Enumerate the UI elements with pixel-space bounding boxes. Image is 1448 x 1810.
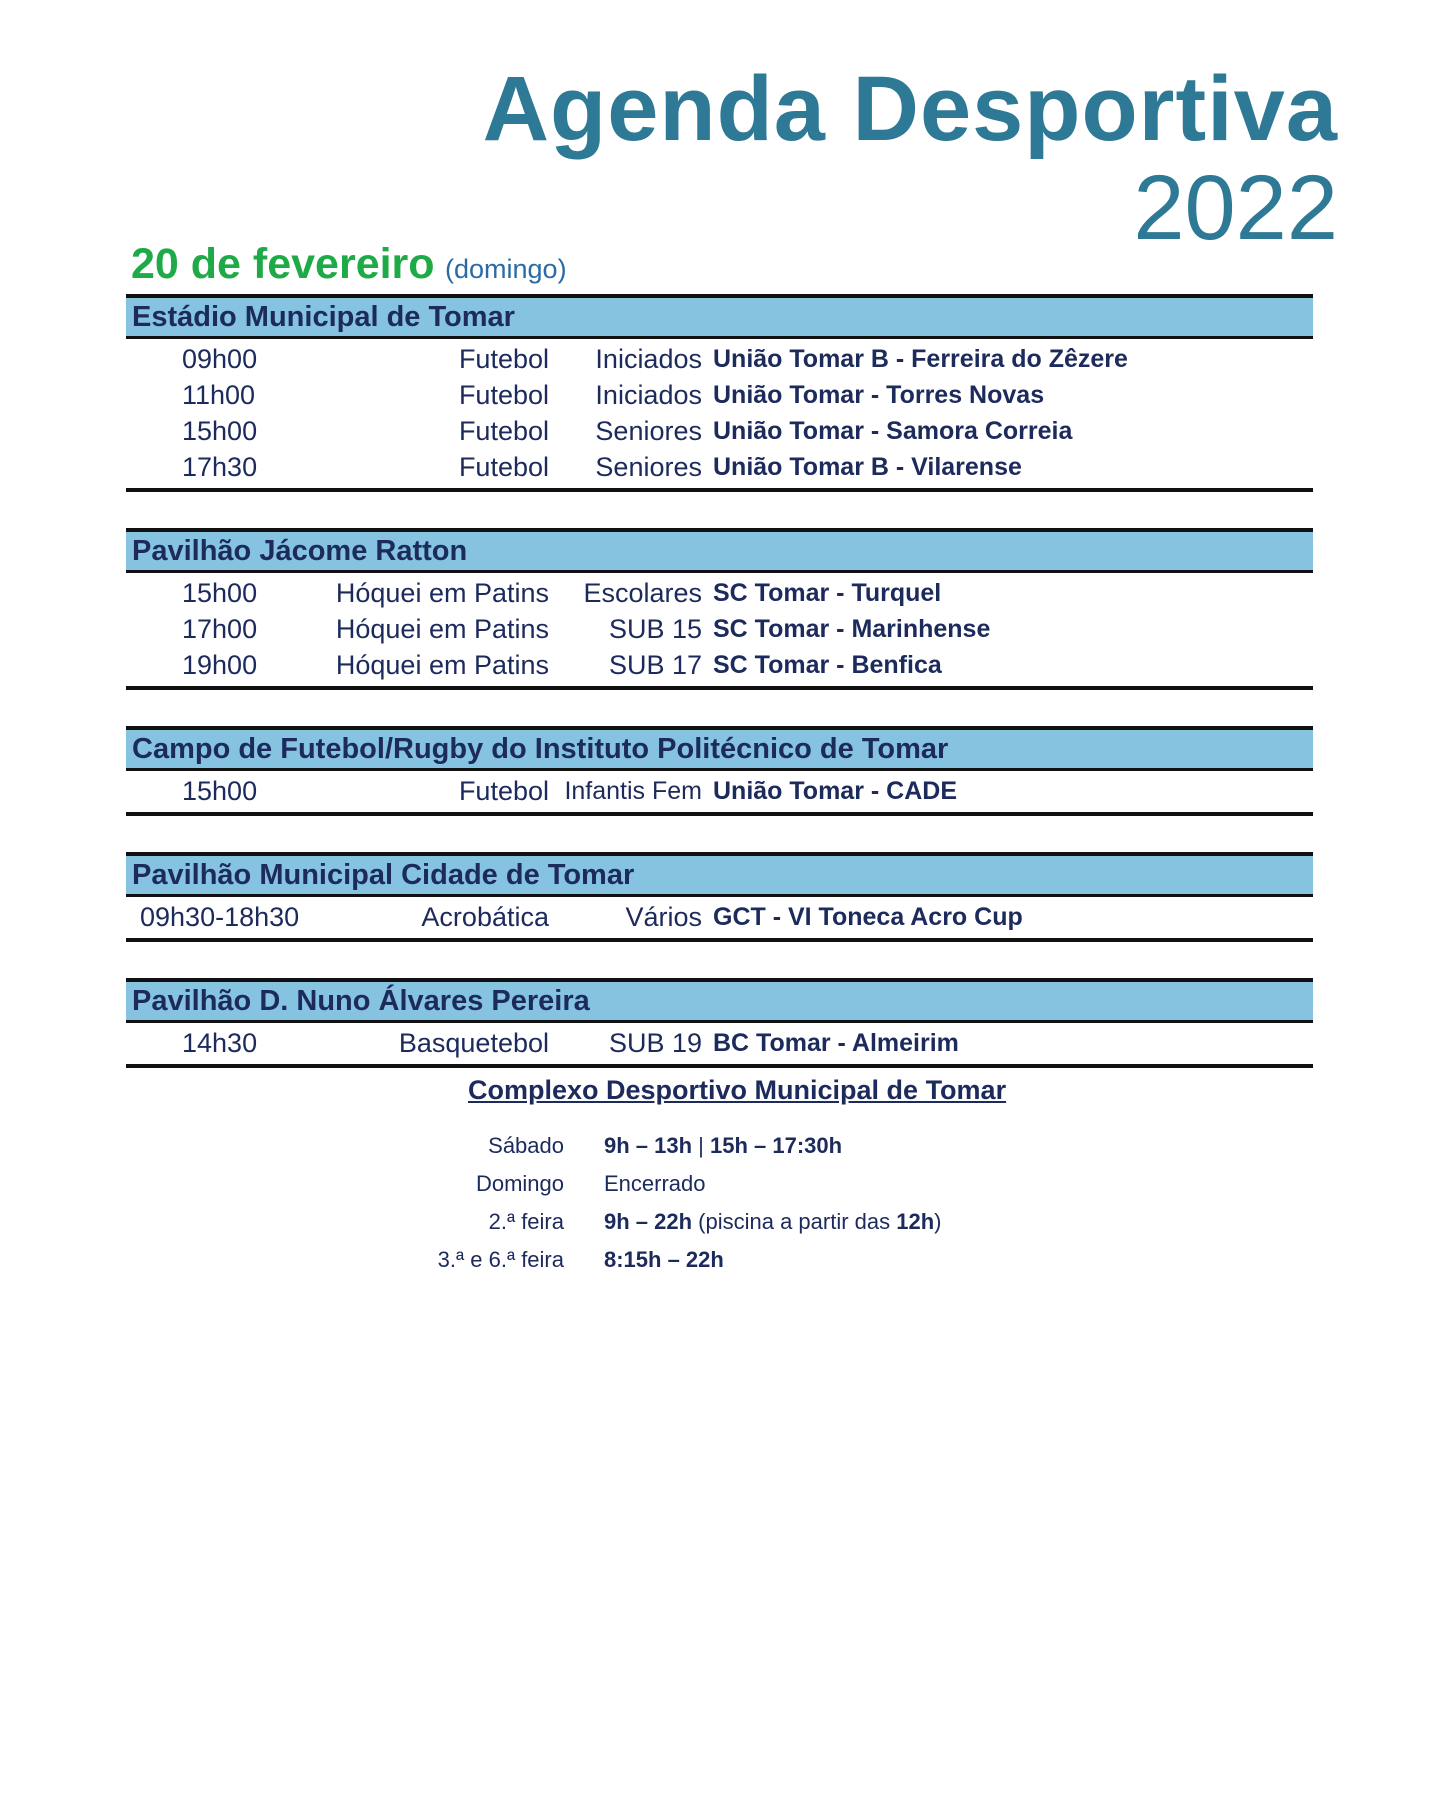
event-level: Iniciados (595, 380, 702, 410)
event-time: 11h00 (182, 380, 256, 410)
event-match: União Tomar B - Ferreira do Zêzere (713, 345, 1128, 373)
event-row (126, 647, 1313, 683)
event-row (126, 1025, 1313, 1061)
hours-time (604, 1165, 706, 1203)
event-sport: Futebol (458, 416, 549, 446)
event-sport: Futebol (458, 344, 549, 374)
date-weekday: (domingo) (445, 254, 567, 284)
hours-day: Domingo (475, 1171, 564, 1196)
event-level: Vários (625, 902, 702, 932)
venue-events (126, 573, 1313, 690)
venue-section (126, 294, 1313, 492)
hours-day: 2.ª feira (488, 1209, 564, 1234)
date-main: 20 de fevereiro (131, 240, 435, 288)
event-match: União Tomar B - Vilarense (713, 453, 1022, 481)
venue-section (126, 852, 1313, 942)
event-time: 19h00 (182, 650, 258, 680)
hours-row (0, 1127, 1448, 1165)
hours-day: Sábado (488, 1133, 564, 1158)
venue-events (126, 771, 1313, 816)
event-row (126, 899, 1313, 935)
event-time: 09h30-18h30 (140, 902, 300, 932)
event-level: Iniciados (595, 344, 702, 374)
event-row (126, 341, 1313, 377)
event-match: GCT - VI Toneca Acro Cup (713, 903, 1023, 931)
event-time: 17h30 (182, 452, 258, 482)
venue-name: Pavilhão Municipal Cidade de Tomar (126, 852, 1313, 897)
venue-section (126, 528, 1313, 690)
hours-range: 9h – 22h (604, 1209, 693, 1234)
event-sport: Futebol (458, 380, 549, 410)
event-time: 14h30 (182, 1028, 258, 1058)
event-time: 15h00 (182, 578, 258, 608)
event-sport: Basquetebol (398, 1028, 549, 1058)
event-row (126, 377, 1313, 413)
event-row (126, 773, 1313, 809)
hours-note-end: ) (934, 1209, 942, 1234)
event-level: Seniores (595, 416, 702, 446)
event-row (126, 449, 1313, 485)
hours-row (0, 1203, 1448, 1241)
event-time: 09h00 (182, 344, 258, 374)
event-row (126, 575, 1313, 611)
title-text: Agenda Desportiva (482, 58, 1338, 160)
page-title (483, 60, 1338, 258)
hours-range: 9h – 13h (604, 1133, 693, 1158)
event-level: Seniores (595, 452, 702, 482)
hours-time (604, 1203, 942, 1241)
event-row (126, 413, 1313, 449)
hours-closed: Encerrado (604, 1171, 706, 1196)
venue-name: Estádio Municipal de Tomar (126, 294, 1313, 339)
event-sport: Hóquei em Patins (335, 650, 549, 680)
event-level: SUB 17 (608, 650, 702, 680)
event-time: 15h00 (182, 776, 258, 806)
venue-events (126, 339, 1313, 492)
event-match: SC Tomar - Marinhense (713, 615, 991, 643)
event-sport: Futebol (458, 776, 549, 806)
complex-title: Complexo Desportivo Municipal de Tomar (468, 1075, 1007, 1105)
hours-row (0, 1241, 1448, 1279)
event-sport: Hóquei em Patins (335, 578, 549, 608)
event-time: 15h00 (182, 416, 258, 446)
event-date (131, 240, 567, 289)
event-level: SUB 15 (608, 614, 702, 644)
venue-name: Pavilhão D. Nuno Álvares Pereira (126, 978, 1313, 1023)
event-match: SC Tomar - Benfica (713, 651, 942, 679)
event-row (126, 611, 1313, 647)
event-match: SC Tomar - Turquel (713, 579, 942, 607)
venue-list (126, 294, 1313, 1104)
venue-events (126, 897, 1313, 942)
event-sport: Futebol (458, 452, 549, 482)
hours-time (604, 1127, 842, 1165)
hours-range: 8:15h – 22h (604, 1247, 724, 1272)
hours-range: 15h – 17:30h (710, 1133, 843, 1158)
venue-name: Pavilhão Jácome Ratton (126, 528, 1313, 573)
title-year: 2022 (1133, 157, 1338, 259)
hours-separator: | (692, 1133, 710, 1158)
hours-day: 3.ª e 6.ª feira (437, 1247, 564, 1272)
hours-note: (piscina a partir das (692, 1209, 897, 1234)
venue-section (126, 726, 1313, 816)
event-level: Escolares (583, 578, 702, 608)
hours-row (0, 1165, 1448, 1203)
event-sport: Hóquei em Patins (335, 614, 549, 644)
event-match: União Tomar - CADE (713, 777, 957, 805)
event-match: BC Tomar - Almeirim (713, 1029, 959, 1057)
hours-note-time: 12h (896, 1209, 935, 1234)
opening-hours (0, 1127, 1448, 1279)
event-level: SUB 19 (608, 1028, 702, 1058)
event-time: 17h00 (182, 614, 258, 644)
venue-events (126, 1023, 1313, 1068)
event-level: Infantis Fem (564, 777, 702, 805)
venue-section (126, 978, 1313, 1068)
event-match: União Tomar - Torres Novas (713, 381, 1045, 409)
event-sport: Acrobática (421, 902, 549, 932)
hours-time (604, 1241, 724, 1279)
event-match: União Tomar - Samora Correia (713, 417, 1073, 445)
venue-name: Campo de Futebol/Rugby do Instituto Politécnico de Tomar (126, 726, 1313, 771)
